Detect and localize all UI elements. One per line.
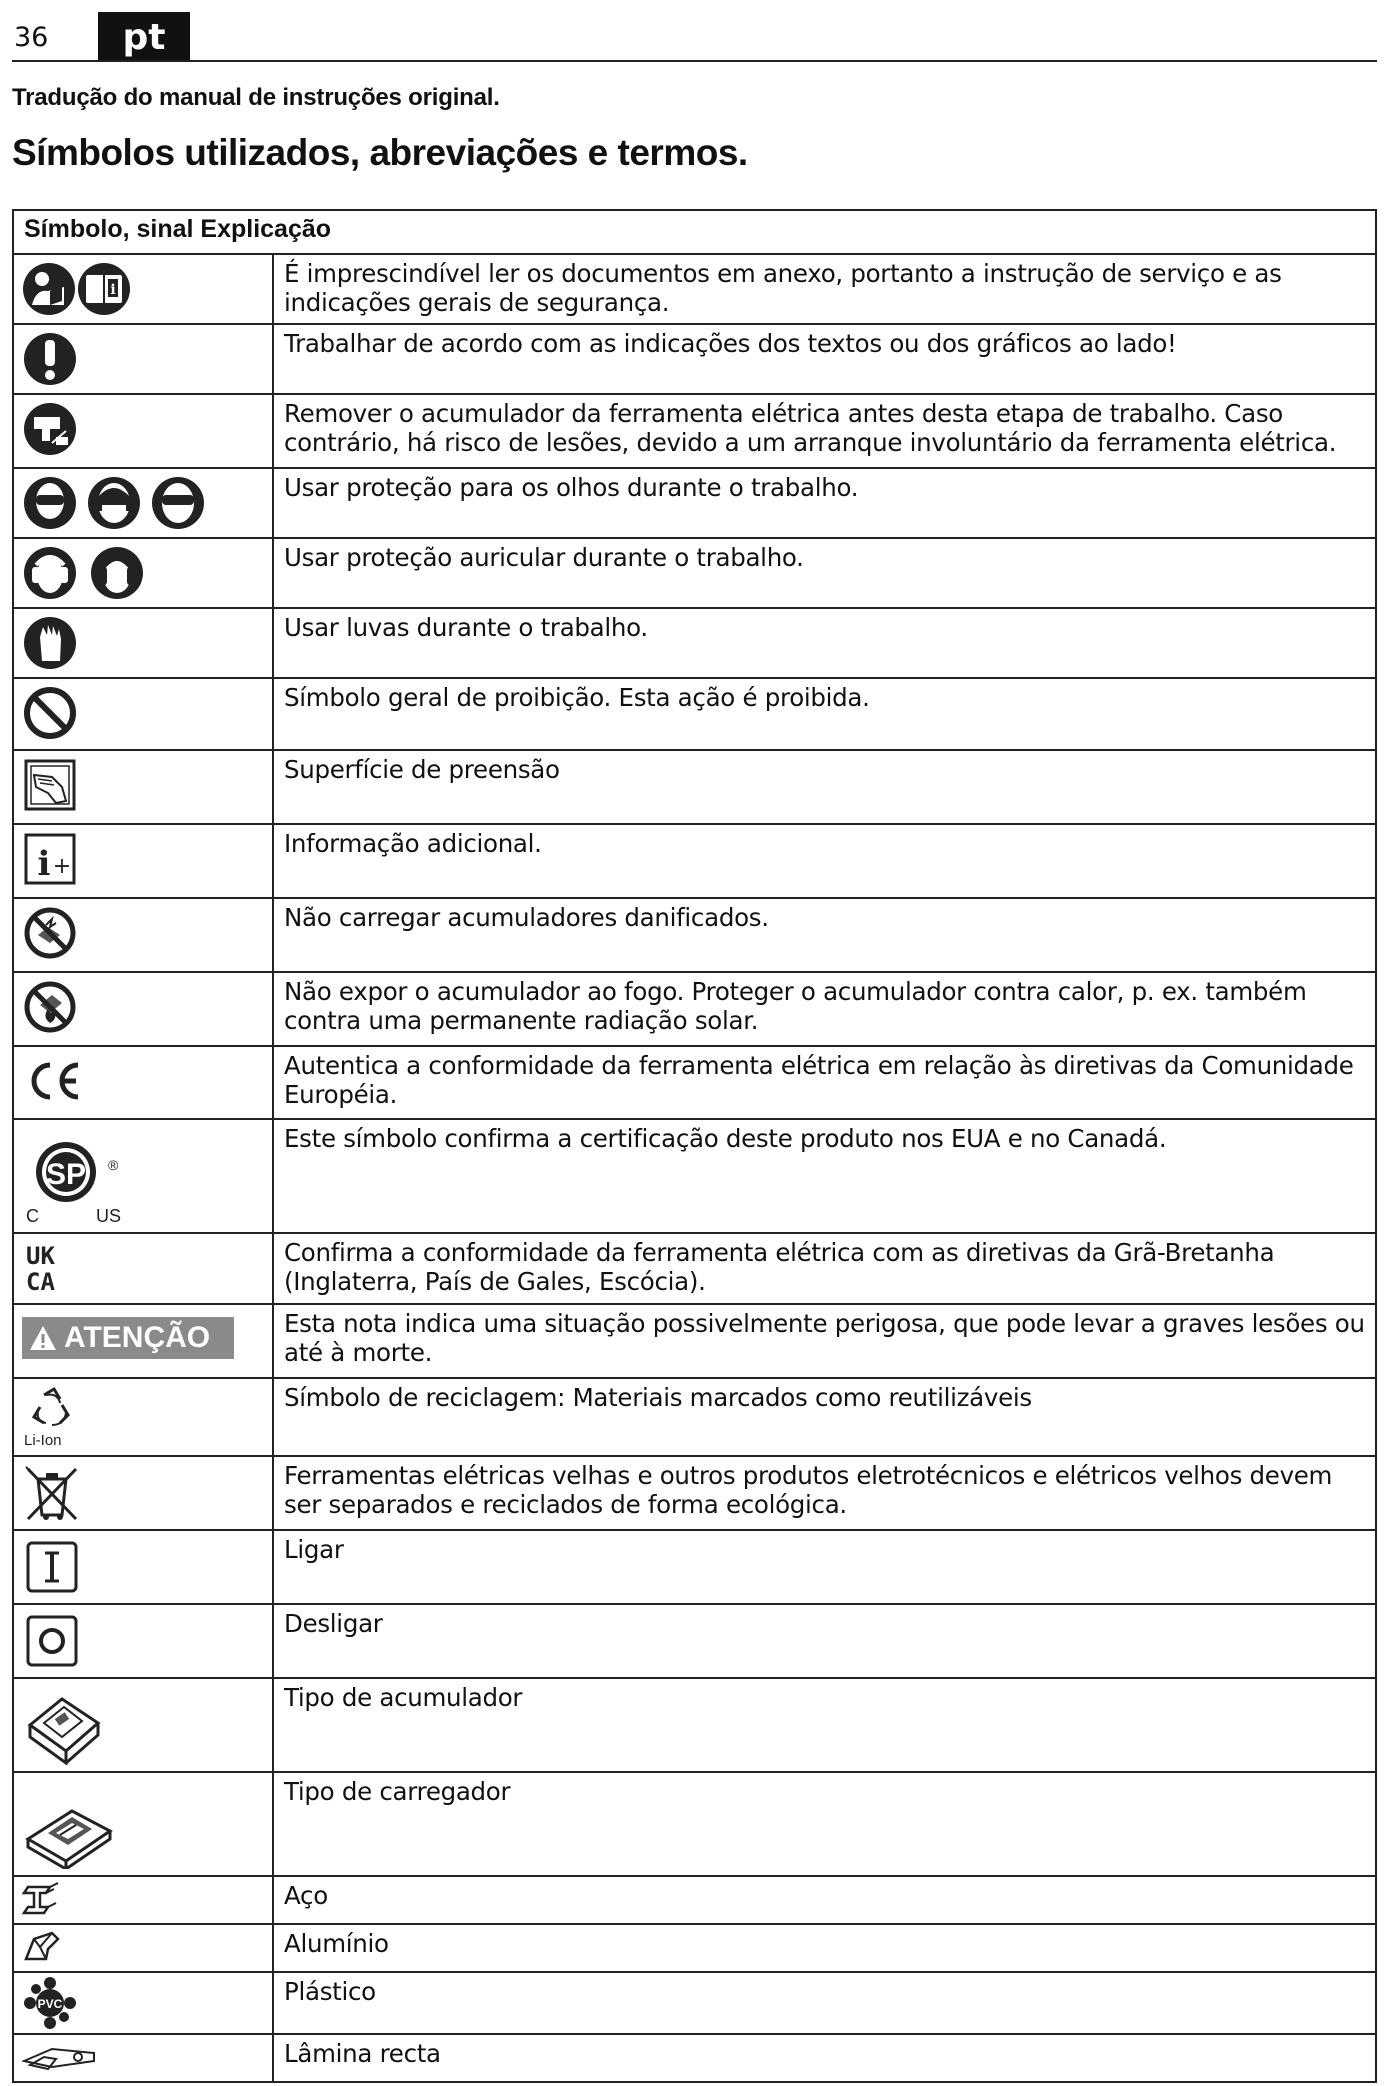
power-on-icon <box>22 1537 82 1597</box>
row-explanation: Ligar <box>273 1530 1376 1604</box>
csa-left-label: C <box>26 1206 39 1226</box>
recycling-label: Li-Ion <box>24 1432 62 1449</box>
table-row <box>13 1876 1376 1924</box>
row-explanation: Trabalhar de acordo com as indicações dos textos ou dos gráficos ao lado! <box>273 324 1376 394</box>
warning-badge-label: ATENÇÃO <box>64 1321 211 1354</box>
row-explanation: Desligar <box>273 1604 1376 1678</box>
language-tag: pt <box>98 12 190 60</box>
no-damaged-battery-icon <box>22 905 78 961</box>
row-explanation: Informação adicional. <box>273 824 1376 898</box>
table-row <box>13 1046 1376 1119</box>
info-icon <box>22 831 78 887</box>
plastic-icon <box>22 1977 78 2029</box>
table-row <box>13 1304 1376 1378</box>
battery-type-icon <box>22 1685 106 1765</box>
warning-triangle-icon <box>28 1324 58 1352</box>
page-title: Símbolos utilizados, abreviações e termos. <box>12 132 748 173</box>
symbols-table <box>12 209 1377 2083</box>
row-explanation: É imprescindível ler os documentos em anexo, portanto a instrução de serviço e as indicações gerais de segurança. <box>273 254 1376 324</box>
ukca-top-label: UK <box>26 1242 55 1270</box>
row-explanation: Plástico <box>273 1972 1376 2034</box>
row-explanation: Tipo de carregador <box>273 1772 1376 1876</box>
eye-protection-icon <box>22 475 212 531</box>
page-header <box>12 8 1377 62</box>
row-explanation: Remover o acumulador da ferramenta elétrica antes desta etapa de trabalho. Caso contrário, há risco de lesões, devido a um arranque involuntário da ferramenta elétrica. <box>273 394 1376 468</box>
row-explanation: Superfície de preensão <box>273 750 1376 824</box>
table-row <box>13 538 1376 608</box>
page-number: 36 <box>14 22 49 53</box>
plastic-label: PVC <box>37 1997 63 2011</box>
row-explanation: Símbolo geral de proibição. Esta ação é proibida. <box>273 678 1376 750</box>
table-row <box>13 1604 1376 1678</box>
table-row <box>13 678 1376 750</box>
weee-bin-icon <box>22 1463 82 1523</box>
svg-text:i: i <box>110 282 116 298</box>
warning-badge-icon <box>22 1317 234 1359</box>
ear-protection-icon <box>22 545 148 601</box>
table-row <box>13 324 1376 394</box>
table-row <box>13 608 1376 678</box>
charger-type-icon <box>22 1789 116 1869</box>
table-row <box>13 1119 1376 1233</box>
svg-text:i: i <box>37 844 51 884</box>
table-row <box>13 1972 1376 2034</box>
no-fire-icon <box>22 979 78 1035</box>
row-explanation: Lâmina recta <box>273 2034 1376 2082</box>
table-row <box>13 750 1376 824</box>
read-manual-icon <box>22 261 132 317</box>
ce-mark-icon <box>22 1053 86 1109</box>
csa-right-label: US <box>96 1206 122 1226</box>
steel-icon <box>22 1881 62 1917</box>
row-explanation: Confirma a conformidade da ferramenta elétrica com as diretivas da Grã-Bretanha (Inglaterra, País de Gales, Escócia). <box>273 1233 1376 1304</box>
svg-text:SP: SP <box>45 1158 87 1191</box>
row-explanation: Tipo de acumulador <box>273 1678 1376 1772</box>
row-explanation: Alumínio <box>273 1924 1376 1972</box>
row-explanation: Aço <box>273 1876 1376 1924</box>
grip-surface-icon <box>22 757 78 813</box>
row-explanation: Usar proteção auricular durante o trabalho. <box>273 538 1376 608</box>
table-row <box>13 1772 1376 1876</box>
row-explanation: Símbolo de reciclagem: Materiais marcados como reutilizáveis <box>273 1378 1376 1456</box>
prohibition-icon <box>22 685 78 741</box>
remove-battery-icon <box>22 401 78 457</box>
row-explanation: Ferramentas elétricas velhas e outros produtos eletrotécnicos e elétricos velhos devem ser separados e reciclados de forma ecológica. <box>273 1456 1376 1530</box>
csa-mark-icon <box>22 1130 132 1226</box>
table-header: Símbolo, sinal Explicação <box>13 210 1376 254</box>
recycling-icon <box>22 1385 82 1449</box>
row-explanation: Não carregar acumuladores danificados. <box>273 898 1376 972</box>
page-subtitle: Tradução do manual de instruções original. <box>12 84 500 111</box>
table-row <box>13 972 1376 1046</box>
table-row <box>13 1233 1376 1304</box>
table-header-row <box>13 210 1376 254</box>
row-explanation: Autentica a conformidade da ferramenta elétrica em relação às diretivas da Comunidade Européia. <box>273 1046 1376 1119</box>
exclamation-icon <box>22 331 78 387</box>
table-row <box>13 394 1376 468</box>
table-row <box>13 2034 1376 2082</box>
table-row <box>13 1530 1376 1604</box>
table-row <box>13 1456 1376 1530</box>
table-row <box>13 824 1376 898</box>
csa-registered-label: ® <box>108 1157 119 1173</box>
row-explanation: Usar proteção para os olhos durante o trabalho. <box>273 468 1376 538</box>
table-row <box>13 898 1376 972</box>
gloves-icon <box>22 615 78 671</box>
aluminium-icon <box>22 1929 62 1965</box>
table-row <box>13 1378 1376 1456</box>
table-row <box>13 468 1376 538</box>
svg-text:+: + <box>52 854 72 879</box>
ukca-bottom-label: CA <box>26 1268 55 1296</box>
row-explanation: Usar luvas durante o trabalho. <box>273 608 1376 678</box>
row-explanation: Este símbolo confirma a certificação deste produto nos EUA e no Canadá. <box>273 1119 1376 1233</box>
table-row <box>13 254 1376 324</box>
table-row <box>13 1678 1376 1772</box>
power-off-icon <box>22 1611 82 1671</box>
row-explanation: Esta nota indica uma situação possivelmente perigosa, que pode levar a graves lesões ou até à morte. <box>273 1304 1376 1378</box>
table-row <box>13 1924 1376 1972</box>
ukca-mark-icon <box>22 1240 78 1296</box>
straight-blade-icon <box>22 2039 98 2075</box>
row-explanation: Não expor o acumulador ao fogo. Proteger o acumulador contra calor, p. ex. também contra uma permanente radiação solar. <box>273 972 1376 1046</box>
